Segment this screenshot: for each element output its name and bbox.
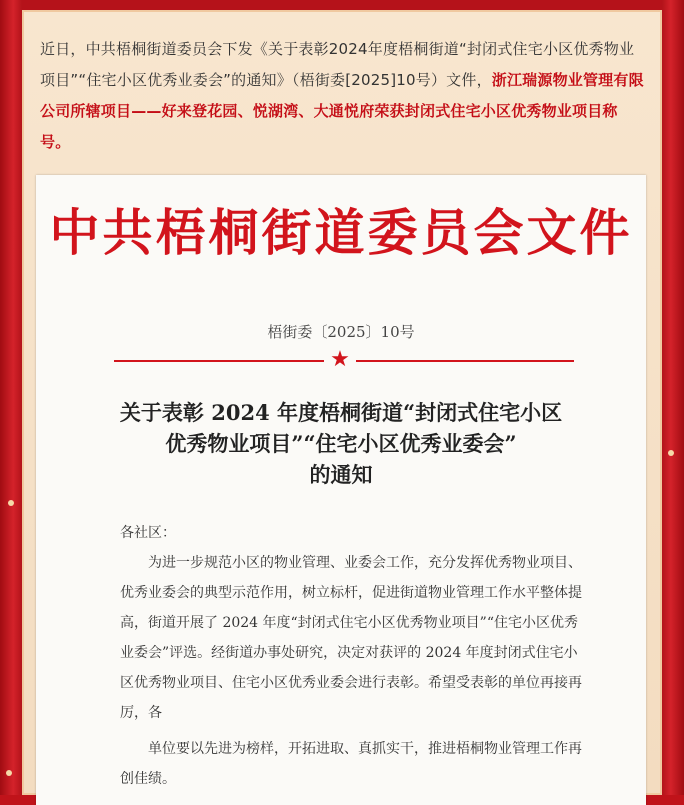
decor-dot <box>668 450 674 456</box>
body-paragraph: 为进一步规范小区的物业管理、业委会工作，充分发挥优秀物业项目、优秀业委会的典型示范作用，树立标杆，促进街道物业管理工作水平整体提高，街道开展了 2024 年度“封闭式住宅小区优秀物业项目”“住宅小区优秀业委会”评选。经街道办事处研究，决定对获评的 2024 年度封闭式住宅小区优秀物业项目、住宅小区优秀业委会进行表彰。希望受表彰的单位再接再厉，各 <box>120 555 582 721</box>
star-icon: ★ <box>330 347 350 372</box>
title-line: 关于表彰 2024 年度梧桐街道“封闭式住宅小区 <box>119 400 563 425</box>
document-body <box>120 518 582 794</box>
divider-right <box>356 360 574 362</box>
frame-top <box>0 0 684 10</box>
frame-left <box>0 0 22 795</box>
title-line: 优秀物业项目”“住宅小区优秀业委会” <box>165 431 517 456</box>
document-header: 中共梧桐街道委员会文件 <box>49 203 633 262</box>
intro-highlight: 浙江瑞源物业管理有限公司所辖项目——好来登花园、悦湖湾、大通悦府荣获封闭式住宅小区优秀物业项目称号。 <box>40 71 644 151</box>
document-number: 梧街委〔2025〕10号 <box>267 323 415 341</box>
intro-paragraph <box>40 34 644 158</box>
document-image <box>36 175 646 805</box>
decor-dot <box>6 770 12 776</box>
divider-left <box>114 360 324 362</box>
intro-text: 近日，中共梧桐街道委员会下发《关于表彰2024年度梧桐街道“封闭式住宅小区优秀物业项目”“住宅小区优秀业委会”的通知》（梧街委[2025]10号）文件， <box>40 40 635 89</box>
frame-right <box>662 0 684 795</box>
decor-dot <box>8 500 14 506</box>
title-line: 的通知 <box>309 462 373 487</box>
article-panel <box>22 10 662 795</box>
body-paragraph: 单位要以先进为榜样，开拓进取、真抓实干，推进梧桐物业管理工作再创佳绩。 <box>120 741 582 787</box>
document-title <box>36 397 646 490</box>
salutation: 各社区： <box>120 525 176 541</box>
